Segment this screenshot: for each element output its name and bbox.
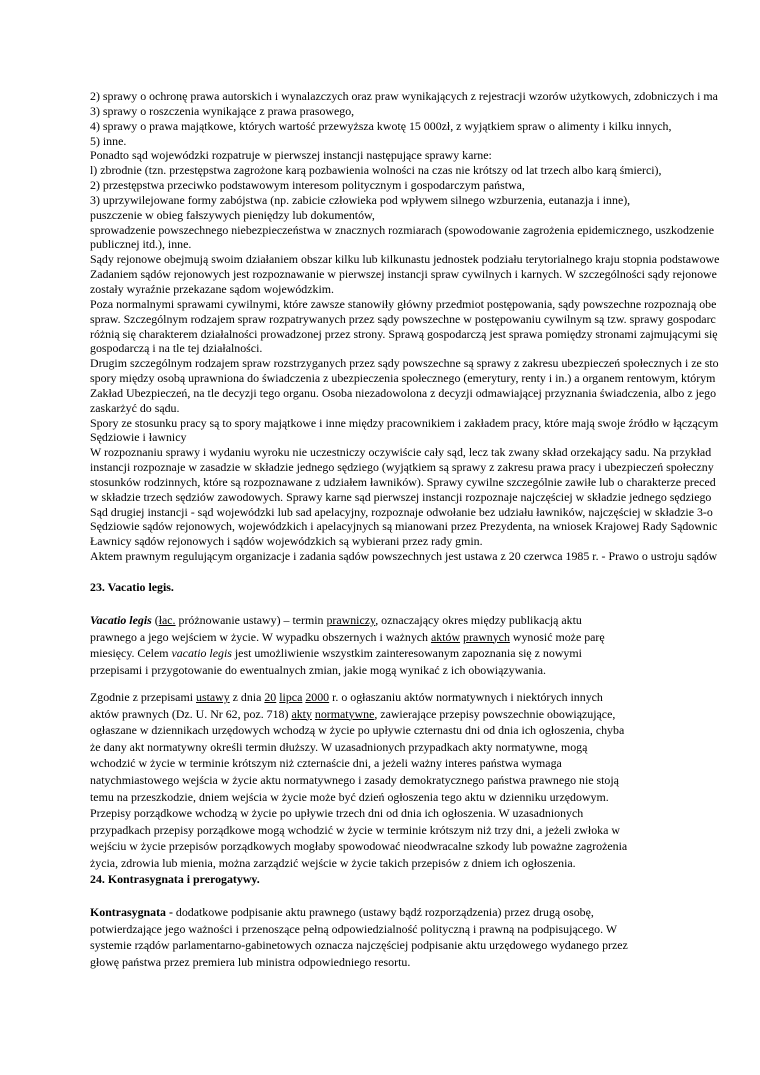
text-line: spraw. Szczególnym rodzajem spraw rozpatrywanych przez sądy powszechne w postępowaniu cywilnym są tzw. sprawy gospodarc: [90, 311, 716, 326]
text-line: Zakład Ubezpieczeń, na tle decyzji tego organu. Osoba niezadowolona z decyzji odmawiającej przyznania świadczenia, albo z jego: [90, 385, 717, 400]
text-line: [90, 612, 690, 629]
text-line: publicznej itd.), inne.: [90, 237, 192, 252]
term-kontrasygnata: Kontrasygnata -: [90, 905, 173, 919]
text-line: Aktem prawnym regulującym organizacje i zadania sądów powszechnych jest ustawa z 20 czerwca 1985 r. - Prawo o ustroju sądów: [90, 549, 718, 564]
link-ustawy[interactable]: ustawy: [196, 690, 230, 704]
text-line: sprowadzenie powszechnego niebezpieczeństwa w znacznych rozmiarach (spowodowanie zagrożenia epidemicznego, uszkodzenie: [90, 222, 714, 237]
section-heading-kontrasygnata: 24. Kontrasygnata i prerogatywy.: [90, 872, 260, 886]
text-line: Poza normalnymi sprawami cywilnymi, które zawsze stanowiły główny przedmiot postępowania, sądy powszechne rozpoznają obe: [90, 296, 717, 311]
text-span: (: [151, 613, 159, 627]
text-span: próżnowanie ustawy) – termin: [175, 613, 327, 627]
text-span: r. o ogłaszaniu aktów normatywnych i niektórych innych: [329, 690, 603, 704]
term-vacatio-legis: Vacatio legis: [90, 613, 152, 627]
link-prawnych[interactable]: prawnych: [463, 629, 510, 644]
text-line: Ponadto sąd wojewódzki rozpatruje w pierwszej instancji następujące sprawy karne:: [90, 148, 492, 163]
text-line: [90, 645, 690, 662]
text-line: w składzie trzech sędziów zawodowych. Sprawy karne sąd pierwszej instancji rozpoznaje najczęściej w składzie jednego sędziego: [90, 489, 712, 504]
text-line: różnią się charakterem działalności prowadzonej przez strony. Sprawą gospodarczą jest sprawa pomiędzy stronami zajmującymi się: [90, 326, 718, 341]
text-span: , zawierające przepisy powszechnie obowiązujące,: [374, 706, 616, 721]
text-line: zostały wyraźnie przekazane sądom wojewódzkim.: [90, 281, 334, 296]
link-normatywne[interactable]: normatywne: [314, 706, 375, 721]
text-line: potwierdzające jego ważności i przenoszące pełną odpowiedzialność polityczną i prawną na podpisującego. W: [90, 921, 618, 936]
text-span: miesięcy. Celem: [90, 646, 172, 661]
text-line: życia, zdrowia lub mienia, można zarządzić wejście w życie takich przepisów z dniem ich ogłoszenia.: [90, 855, 576, 870]
link-aktow[interactable]: aktów: [430, 629, 461, 644]
text-span: wynosić może parę: [509, 629, 605, 644]
text-line: puszczenie w obieg fałszywych pieniędzy lub dokumentów,: [90, 207, 375, 222]
text-line: wejściu w życie przepisów porządkowych mogłaby spowodować nieodwracalne szkody lub poważne zagrożenia: [90, 839, 628, 854]
text-line: [90, 706, 690, 723]
text-line: Spory ze stosunku pracy są to spory majątkowe i inne między pracownikiem i zakładem pracy, które mają swoje źródło w łączącym: [90, 415, 719, 430]
text-line: gospodarczą i na tle tej działalności.: [90, 341, 263, 356]
text-line: przepisami i przygotowanie do ewentualnych zmian, jakie mogą wynikać z ich obowiązywania.: [90, 662, 546, 677]
text-line: Zadaniem sądów rejonowych jest rozpoznawanie w pierwszej instancji spraw cywilnych i karnych. W szczególności sądy rejonowe: [90, 267, 717, 282]
text-line: Sędziowie i ławnicy: [90, 430, 187, 445]
text-line: 2) przestępstwa przeciwko podstawowym interesom politycznym i gospodarczym państwa,: [90, 178, 525, 193]
text-span: z dnia: [229, 690, 265, 704]
link-prawniczy[interactable]: prawniczy: [326, 613, 376, 627]
text-span: , oznaczający okres między publikacją aktu: [375, 613, 582, 627]
text-span: jest umożliwienie wszystkim zainteresowanym zapoznania się z nowymi: [231, 646, 582, 661]
link-2000[interactable]: 2000: [305, 690, 330, 704]
text-line: zaskarżyć do sądu.: [90, 400, 180, 415]
text-line: głowę państwa przez premiera lub ministra odpowiedniego resortu.: [90, 954, 411, 969]
text-line: systemie rządów parlamentarno-gabinetowych oznacza najczęściej podpisanie aktu urzędowego wydanego przez: [90, 938, 628, 953]
text-line: 2) sprawy o ochronę prawa autorskich i wynalazczych oraz praw wynikających z rejestracji wzorów użytkowych, zdobniczych i ma: [90, 89, 718, 103]
text-line: Ławnicy sądów rejonowych i sądów wojewódzkich są wybierani przez rady gmin.: [90, 534, 483, 549]
link-lac[interactable]: łac.: [158, 613, 176, 627]
text-line: spory między osobą uprawniona do świadczenia z ubezpieczenia społecznego (emerytury, renty i in.) a organem rentowym, którym: [90, 371, 716, 386]
text-line: 5) inne.: [90, 133, 127, 148]
text-line: Drugim szczególnym rodzajem spraw rozstrzyganych przez sądy powszechne są sprawy z zakresu ubezpieczeń społecznych i ze sto: [90, 356, 719, 371]
text-span: aktów prawnych (Dz. U. Nr 62, poz. 718): [90, 706, 292, 721]
text-line: Sędziowie sądów rejonowych, wojewódzkich i apelacyjnych są mianowani przez Prezydenta, na wniosek Krajowej Rady Sądownic: [90, 519, 718, 534]
text-line: Sąd drugiej instancji - sąd wojewódzki lub sad apelacyjny, rozpoznaje odwołanie bez udziału ławników, najczęściej w składzie 3-o: [90, 504, 713, 519]
court-system-text: [90, 89, 760, 564]
section-heading-vacatio-legis: 23. Vacatio legis.: [90, 580, 174, 594]
text-line: temu na przeszkodzie, dniem wejścia w życie może być dzień ogłoszenia tego aktu w dzienniku urzędowym.: [90, 789, 609, 804]
text-line: wchodzić w życie w terminie krótszym niż czternaście dni, a jeżeli ważny interes państwa wymaga: [90, 756, 562, 771]
kontrasygnata-paragraph: [90, 904, 690, 970]
text-line: że dany akt normatywny określi termin dłuższy. W uzasadnionych przypadkach akty normatywne, mogą: [90, 739, 588, 754]
text-span: prawnego a jego wejściem w życie. W wypadku obszernych i ważnych: [90, 629, 431, 644]
text-line: [90, 904, 690, 921]
text-line: natychmiastowego wejścia w życie aktu normatywnego i zasady demokratycznego państwa prawnego nie stoją: [90, 772, 619, 787]
text-line: stosunków rodzinnych, które są rozpoznawane z udziałem ławników). Sprawy cywilne szczególnie zawiłe lub o charakterze preced: [90, 474, 716, 489]
text-line: W rozpoznaniu sprawy i wydaniu wyroku nie uczestniczy oczywiście cały sąd, lecz tak zwany skład orzekający sadu. Na przykład: [90, 445, 712, 460]
text-span: Zgodnie z przepisami: [90, 690, 196, 704]
text-line: przypadkach przepisy porządkowe mogą wchodzić w życie w terminie krótszym niż trzy dni, a jeżeli zwłoka w: [90, 822, 620, 837]
text-line: Przepisy porządkowe wchodzą w życie po upływie trzech dni od dnia ich ogłoszenia. W uzasadnionych: [90, 806, 584, 821]
text-line: l) zbrodnie (tzn. przestępstwa zagrożone karą pozbawienia wolności na czas nie krótszy od lat trzech albo karą śmierci),: [90, 163, 662, 178]
text-line: [90, 629, 690, 646]
text-line: 3) sprawy o roszczenia wynikające z prawa prasowego,: [90, 103, 355, 118]
link-20[interactable]: 20: [264, 690, 277, 704]
text-line: Sądy rejonowe obejmują swoim działaniem obszar kilku lub kilkunastu jednostek podziału terytorialnego kraju stopnia podstawowe: [90, 252, 720, 267]
link-akty[interactable]: akty: [291, 706, 312, 721]
text-line: ogłaszane w dziennikach urzędowych wchodzą w życie po upływie czternastu dni od dnia ich ogłoszenia, chyba: [90, 723, 625, 738]
text-line: 4) sprawy o prawa majątkowe, których wartość przewyższa kwotę 15 000zł, z wyjątkiem spraw o alimenty i kilku innych,: [90, 118, 672, 133]
text-line: 3) uprzywilejowane formy zabójstwa (np. zabicie człowieka pod wpływem silnego wzburzenia, eutanazja i inne),: [90, 192, 631, 207]
text-span: dodatkowe podpisanie aktu prawnego (ustawy bądź rozporządzenia) przez drugą osobę,: [172, 905, 594, 919]
link-lipca[interactable]: lipca: [279, 690, 303, 704]
publication-rules-paragraph: [90, 689, 690, 872]
vacatio-legis-paragraph: [90, 612, 690, 678]
text-line: [90, 689, 690, 706]
text-line: instancji rozpoznaje w zasadzie w składzie jednego sędziego (wyjątkiem są sprawy z zakresu prawa pracy i ubezpieczeń społeczny: [90, 460, 714, 475]
term-vacatio-legis-italic: vacatio legis: [171, 646, 232, 661]
